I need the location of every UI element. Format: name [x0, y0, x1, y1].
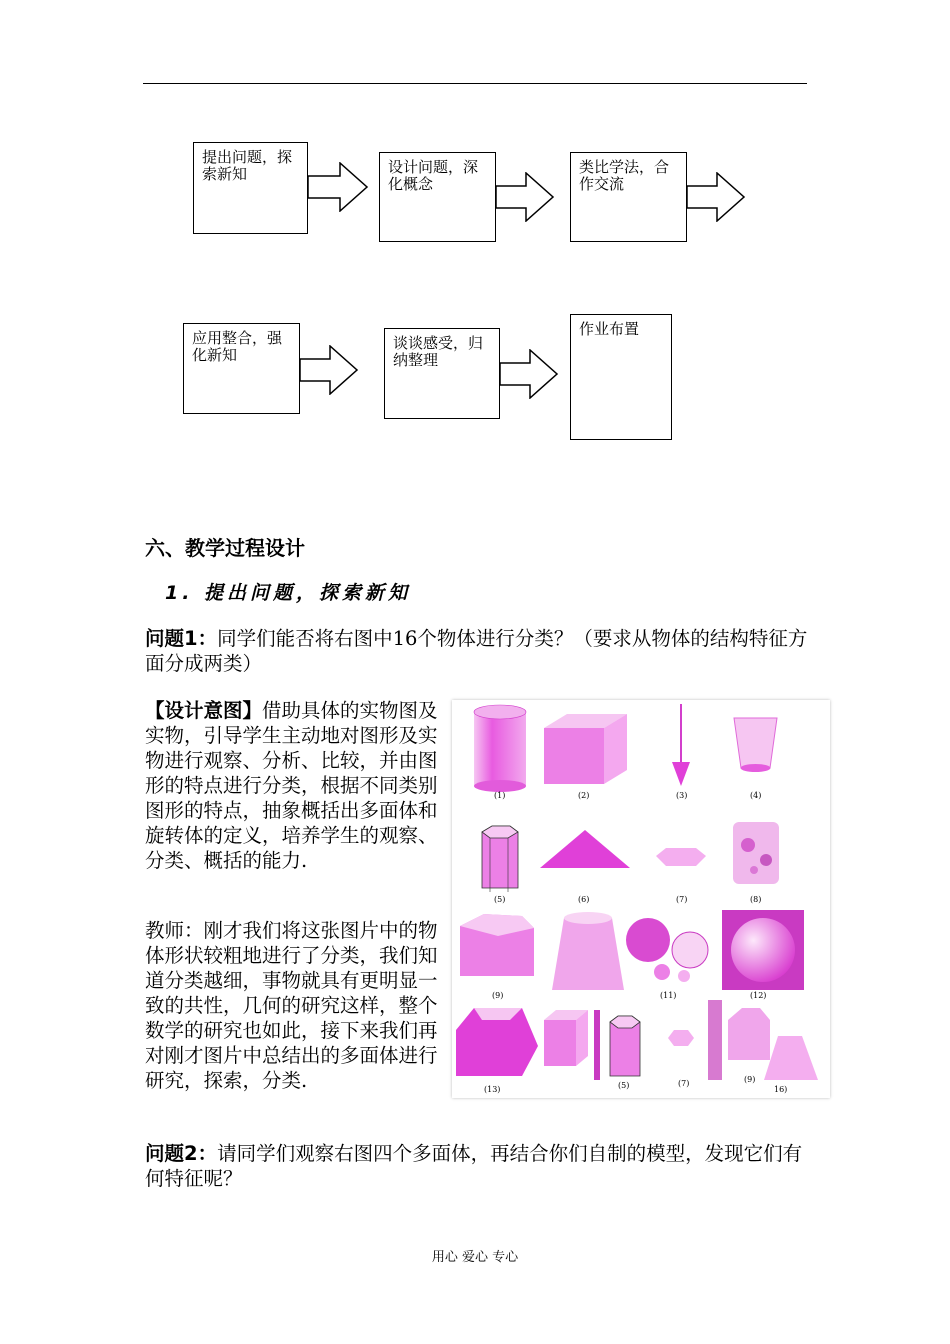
flow-step-6 [570, 314, 672, 440]
flow-step-4-label: 应用整合，强化新知 [192, 329, 283, 364]
hexagonal-prism-icon [482, 826, 518, 892]
question-1 [145, 626, 810, 676]
caption-7b: (7) [678, 1079, 690, 1088]
sphere-icon [722, 910, 804, 990]
caption-4: (4) [750, 791, 762, 800]
page-footer: 用心 爱心 专心 [431, 1250, 519, 1265]
section-subheading: 1. 提出问题，探索新知 [165, 582, 412, 604]
frustum-small-icon [764, 1036, 818, 1080]
design-intent [145, 698, 440, 873]
cup-icon [734, 718, 777, 772]
caption-7: (7) [676, 895, 688, 904]
caption-5: (5) [494, 895, 506, 904]
flow-step-2-label: 设计问题，深化概念 [388, 158, 479, 193]
flow-arrow-1-icon [307, 162, 369, 212]
caption-3: (3) [676, 791, 688, 800]
header-rule [143, 83, 807, 84]
box-small-icon [544, 1010, 588, 1066]
caption-2: (2) [578, 791, 590, 800]
caption-1: (1) [494, 791, 506, 800]
flow-step-5 [384, 328, 500, 419]
question-2 [145, 1141, 810, 1191]
hexagonal-plate-icon [656, 848, 706, 866]
flow-step-3-label: 类比学法，合作交流 [579, 158, 670, 193]
frustum-icon [552, 912, 624, 990]
flow-step-4 [183, 323, 300, 414]
caption-12: (12) [750, 991, 767, 1000]
flow-arrow-5-icon [499, 349, 559, 399]
teacher-text: 教师：刚才我们将这张图片中的物体形状较粗地进行了分类，我们知道分类越细，事物就具有更明显一致的共性，几何的研究这样，整个数学的研究也如此，接下来我们再对刚才图片中总结出的多面体进行研究，探索，分类. [145, 919, 438, 1092]
caption-16: 16) [774, 1085, 788, 1094]
caption-6: (6) [578, 895, 590, 904]
balls-icon [626, 918, 708, 982]
caption-9: (9) [492, 991, 504, 1000]
flow-step-2 [379, 152, 496, 242]
flow-step-3 [570, 152, 687, 242]
section-heading: 六、教学过程设计 [145, 536, 305, 560]
caption-13: (13) [484, 1085, 501, 1094]
pentagonal-prism-icon [460, 914, 534, 976]
hexagonal-prism-small-icon [610, 1016, 640, 1076]
flow-step-6-label: 作业布置 [579, 320, 640, 338]
caption-9b: (9) [744, 1075, 756, 1084]
flow-step-1-label: 提出问题，探索新知 [202, 148, 293, 183]
question-1-text: 同学们能否将右图中16个物体进行分类？（要求从物体的结构特征方面分成两类） [145, 627, 808, 675]
pentagonal-prism-small-icon [728, 1008, 770, 1060]
caption-8: (8) [750, 895, 762, 904]
caption-5b: (5) [618, 1081, 630, 1090]
flow-arrow-2-icon [495, 172, 555, 222]
design-intent-label: 【设计意图】 [145, 699, 263, 722]
design-intent-text: 借助具体的实物图及实物，引导学生主动地对图形及实物进行观察、分析、比较，并由图形的特点进行分类，根据不同类别图形的特点，抽象概括出多面体和旋转体的定义，培养学生的观察、分类、概括的能力. [145, 699, 438, 872]
cylinder-icon [474, 705, 526, 792]
flow-arrow-3-icon [686, 172, 746, 222]
cone-icon [540, 830, 630, 868]
teacher-paragraph [145, 918, 440, 1093]
question-2-text: 请同学们观察右图四个多面体，再结合你们自制的模型，发现它们有何特征呢？ [145, 1142, 803, 1190]
question-1-label: 问题1： [145, 627, 218, 650]
caption-11: (11) [660, 991, 677, 1000]
flow-step-1 [193, 142, 308, 234]
box-icon [544, 714, 627, 784]
decorated-vase-icon [733, 822, 779, 884]
question-2-label: 问题2： [145, 1142, 218, 1165]
trapezoid-prism-icon [456, 1008, 538, 1076]
cone-pendulum-icon [672, 704, 690, 786]
solids-figure [452, 700, 830, 1098]
flow-arrow-4-icon [299, 345, 359, 395]
flow-step-5-label: 谈谈感受，归纳整理 [393, 334, 484, 369]
